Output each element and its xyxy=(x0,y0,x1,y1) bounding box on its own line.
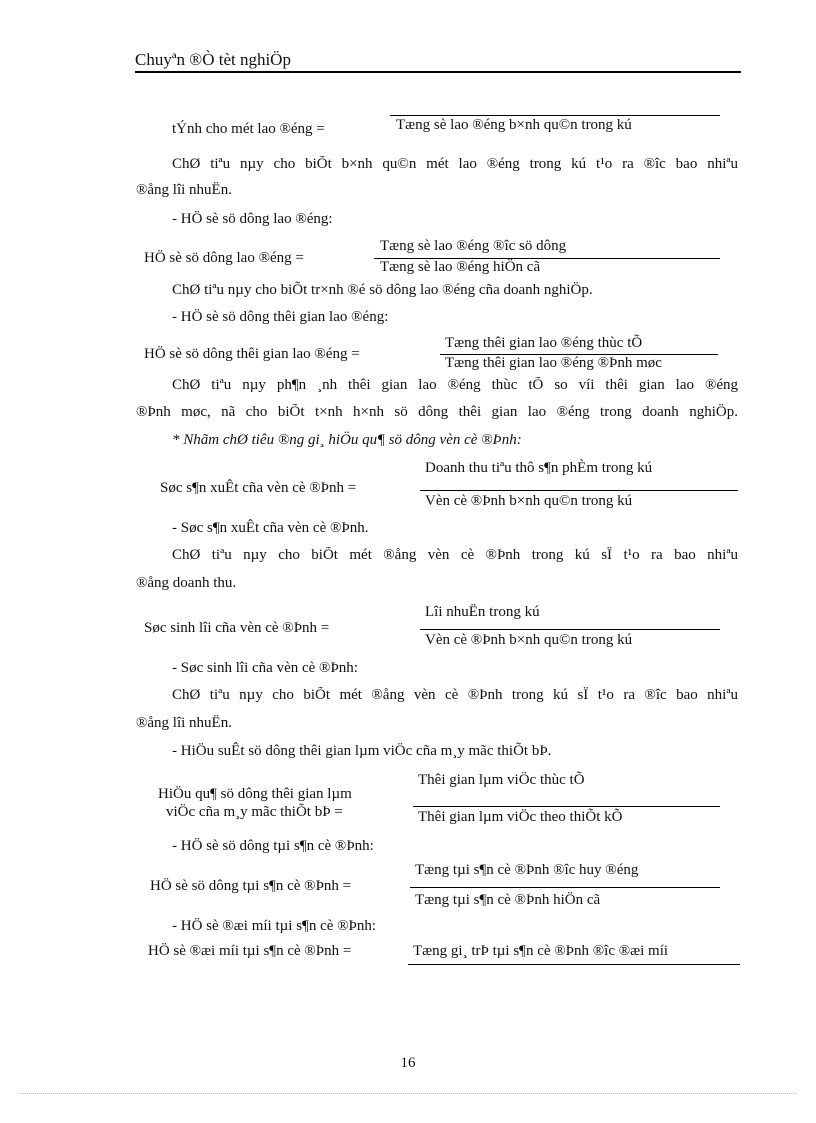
formula-numerator: Tæng sè lao ®éng ®îc sö dông xyxy=(380,238,567,254)
formula-numerator: Tæng thêi gian lao ®éng thùc tÕ xyxy=(445,335,643,351)
paragraph-line: ChØ tiªu nµy cho biÕt mét ®ång vèn cè ®Þnh trong kú sÏ t¹o ra ®îc bao nhiªu xyxy=(172,687,738,703)
bullet-item: - Søc s¶n xuÊt cña vèn cè ®Þnh. xyxy=(172,520,369,536)
fraction-line xyxy=(413,806,720,807)
bullet-item: - HÖ sè sö dông thêi gian lao ®éng: xyxy=(172,309,389,325)
fraction-line xyxy=(410,887,720,888)
formula-numerator: Tæng tµi s¶n cè ®Þnh ®îc huy ®éng xyxy=(415,862,639,878)
formula-denominator: Tæng sè lao ®éng hiÖn cã xyxy=(380,259,541,275)
formula-denominator: Vèn cè ®Þnh b×nh qu©n trong kú xyxy=(425,632,633,648)
paragraph-line: ®ång lîi nhuËn. xyxy=(136,182,232,198)
paragraph-line: ChØ tiªu nµy ph¶n ¸nh thêi gian lao ®éng thùc tÕ so víi thêi gian lao ®éng xyxy=(172,377,738,393)
formula-lhs: HÖ sè ®æi míi tµi s¶n cè ®Þnh = xyxy=(148,943,352,959)
paragraph-line: ®ång doanh thu. xyxy=(136,575,237,591)
formula-lhs: tÝnh cho mét lao ®éng = xyxy=(172,121,325,137)
formula-lhs: Søc s¶n xuÊt cña vèn cè ®Þnh = xyxy=(160,480,357,496)
formula-numerator: Lîi nhuËn trong kú xyxy=(425,604,540,620)
formula-lhs: HÖ sè sö dông tµi s¶n cè ®Þnh = xyxy=(150,878,352,894)
formula-denominator: Vèn cè ®Þnh b×nh qu©n trong kú xyxy=(425,493,633,509)
paragraph-line: ChØ tiªu nµy cho biÕt mét ®ång vèn cè ®Þnh trong kú sÏ t¹o ra bao nhiªu xyxy=(172,547,738,563)
formula-lhs: HÖ sè sö dông thêi gian lao ®éng = xyxy=(144,346,360,362)
formula-denominator: Tæng thêi gian lao ®éng ®Þnh møc xyxy=(445,355,662,371)
paragraph-line: ®ång lîi nhuËn. xyxy=(136,715,232,731)
page-number: 16 xyxy=(400,1055,416,1071)
header-rule xyxy=(135,71,741,73)
formula-numerator: Tæng gi¸ trÞ tµi s¶n cè ®Þnh ®îc ®æi míi xyxy=(413,943,669,959)
page-header-title: Chuyªn ®Ò tèt nghiÖp xyxy=(135,50,291,69)
bullet-item: - HÖ sè sö dông lao ®éng: xyxy=(172,211,333,227)
paragraph-line: ChØ tiªu nµy cho biÕt tr×nh ®é sö dông lao ®éng cña doanh nghiÖp. xyxy=(172,282,593,298)
formula-lhs: HÖ sè sö dông lao ®éng = xyxy=(144,250,304,266)
fraction-line xyxy=(390,115,720,116)
formula-numerator: Thêi gian lµm viÖc thùc tÕ xyxy=(418,772,585,788)
fraction-line xyxy=(420,490,738,491)
fraction-line xyxy=(420,629,720,630)
fraction-line xyxy=(408,964,740,965)
section-heading: * Nhãm chØ tiêu ®ng gi¸ hiÖu qu¶ sö dông vèn cè ®Þnh: xyxy=(172,432,522,448)
paragraph-line: ®Þnh møc, nã cho biÕt t×nh h×nh sö dông thêi gian lao ®éng trong doanh nghiÖp. xyxy=(136,404,738,420)
bullet-item: - HÖ sè sö dông tµi s¶n cè ®Þnh: xyxy=(172,838,374,854)
formula-lhs: Søc sinh lîi cña vèn cè ®Þnh = xyxy=(144,620,330,636)
page-bottom-divider xyxy=(20,1093,796,1094)
bullet-item: - HÖ sè ®æi míi tµi s¶n cè ®Þnh: xyxy=(172,918,377,934)
formula-lhs: HiÖu qu¶ sö dông thêi gian lµm xyxy=(158,786,352,802)
formula-denominator: Thêi gian lµm viÖc theo thiÕt kÕ xyxy=(418,809,623,825)
paragraph-line: ChØ tiªu nµy cho biÕt b×nh qu©n mét lao ®éng trong kú t¹o ra ®îc bao nhiªu xyxy=(172,156,738,172)
formula-numerator: Doanh thu tiªu thô s¶n phÈm trong kú xyxy=(425,460,653,476)
formula-denominator: Tæng sè lao ®éng b×nh qu©n trong kú xyxy=(396,117,632,133)
formula-lhs: viÖc cña m¸y mãc thiÕt bÞ = xyxy=(166,804,343,820)
bullet-item: - Søc sinh lîi cña vèn cè ®Þnh: xyxy=(172,660,358,676)
formula-denominator: Tæng tµi s¶n cè ®Þnh hiÖn cã xyxy=(415,892,601,908)
bullet-item: - HiÖu suÊt sö dông thêi gian lµm viÖc cña m¸y mãc thiÕt bÞ. xyxy=(172,743,552,759)
